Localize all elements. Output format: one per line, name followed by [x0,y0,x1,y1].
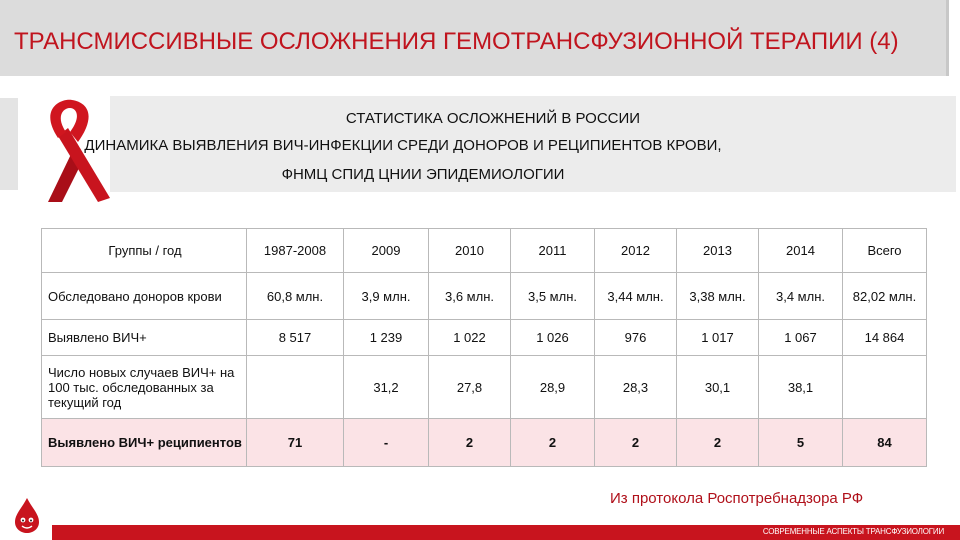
table-row [42,273,927,320]
table-cell: 1 239 [344,320,429,356]
table-cell: 1 017 [677,320,759,356]
footer-text: СОВРЕМЕННЫЕ АСПЕКТЫ ТРАНСФУЗИОЛОГИИ [762,527,944,536]
table-cell: 14 864 [843,320,927,356]
table-row-highlight [42,419,927,467]
table-header-cell: 2012 [595,229,677,273]
table-cell: 5 [759,419,843,467]
red-ribbon-icon [28,98,112,202]
page-title: ТРАНСМИССИВНЫЕ ОСЛОЖНЕНИЯ ГЕМОТРАНСФУЗИОННОЙ ТЕРАПИИ (4) [14,28,899,55]
table-cell: 30,1 [677,356,759,419]
table-cell: 3,44 млн. [595,273,677,320]
table-cell: - [344,419,429,467]
table-header-cell: Группы / год [42,229,247,273]
table-cell: 2 [429,419,511,467]
table-cell [843,356,927,419]
table-cell: Обследовано доноров крови [42,273,247,320]
title-bar [0,0,949,76]
hiv-statistics-table [41,228,927,467]
table-cell: 27,8 [429,356,511,419]
header-line-3: ФНМЦ СПИД ЦНИИ ЭПИДЕМИОЛОГИИ [281,166,565,183]
table-cell: 3,9 млн. [344,273,429,320]
table-cell: 976 [595,320,677,356]
table-header-cell: 2013 [677,229,759,273]
table-cell: 84 [843,419,927,467]
table-header-cell: 2009 [344,229,429,273]
table-cell: 2 [595,419,677,467]
table-cell: 28,3 [595,356,677,419]
table-cell: 1 022 [429,320,511,356]
source-note: Из протокола Роспотребнадзора РФ [610,490,864,507]
table-cell [247,356,344,419]
table-cell: 3,4 млн. [759,273,843,320]
table-cell: 71 [247,419,344,467]
table-cell: 1 026 [511,320,595,356]
table-cell: 82,02 млн. [843,273,927,320]
table-header-cell: 2010 [429,229,511,273]
table-cell: 31,2 [344,356,429,419]
table-cell: Число новых случаев ВИЧ+ на 100 тыс. обследованных за текущий год [42,356,247,419]
table-cell: 3,5 млн. [511,273,595,320]
table-cell: 38,1 [759,356,843,419]
table-cell: 2 [511,419,595,467]
blood-drop-logo-icon [10,496,44,534]
table-cell: 60,8 млн. [247,273,344,320]
footer-bar [52,525,960,540]
table-cell: Выявлено ВИЧ+ реципиентов [42,419,247,467]
table-cell: 3,38 млн. [677,273,759,320]
table-header-row [42,229,927,273]
header-line-1: СТАТИСТИКА ОСЛОЖНЕНИЙ В РОССИИ [345,110,641,127]
table-header-cell: Всего [843,229,927,273]
table-cell: Выявлено ВИЧ+ [42,320,247,356]
table-cell: 2 [677,419,759,467]
table-cell: 3,6 млн. [429,273,511,320]
table-cell: 8 517 [247,320,344,356]
table-cell: 1 067 [759,320,843,356]
table-header-cell: 1987-2008 [247,229,344,273]
table-header-cell: 2014 [759,229,843,273]
header-line-2: ДИНАМИКА ВЫЯВЛЕНИЯ ВИЧ-ИНФЕКЦИИ СРЕДИ ДОНОРОВ И РЕЦИПИЕНТОВ КРОВИ, [84,137,722,154]
table-row [42,356,927,419]
table-row [42,320,927,356]
table-cell: 28,9 [511,356,595,419]
header-box [84,96,956,192]
table-header-cell: 2011 [511,229,595,273]
